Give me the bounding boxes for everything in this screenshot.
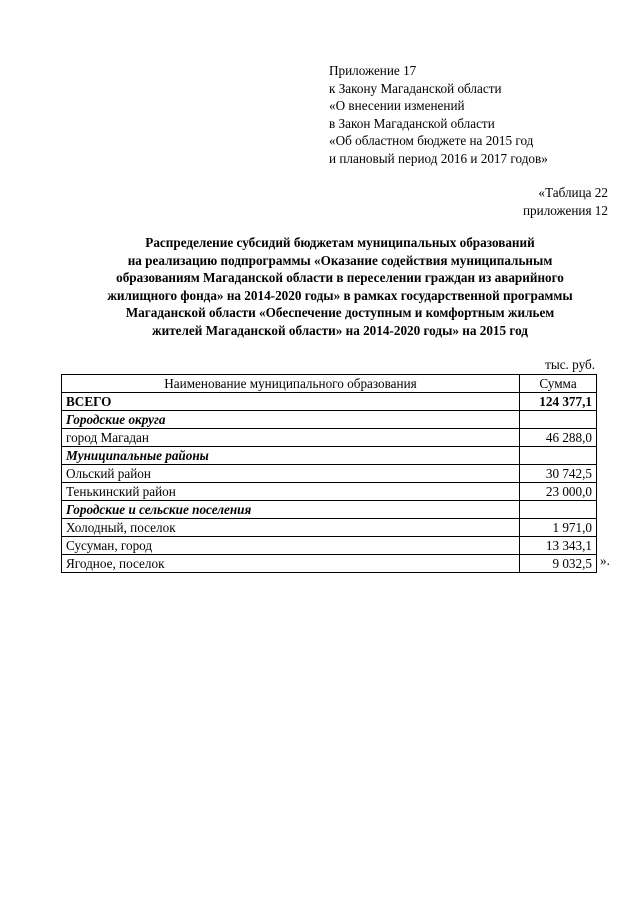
title-line: Распределение субсидий бюджетам муниципальных образований [145, 235, 535, 250]
appendix-line: в Закон Магаданской области [329, 115, 495, 131]
group-title: Городские округа [62, 411, 520, 429]
appendix-line: «О внесении изменений [329, 98, 465, 114]
row-sum: 13 343,1 [520, 537, 597, 555]
row-sum: 30 742,5 [520, 465, 597, 483]
table-row [62, 537, 597, 555]
appendix-line: и плановый период 2016 и 2017 годов» [329, 150, 548, 166]
table-row [62, 519, 597, 537]
group-sum-empty [520, 447, 597, 465]
appendix-header [329, 62, 548, 168]
closing-quote-mark: ». [600, 553, 610, 568]
table-row [62, 483, 597, 501]
document-title [40, 234, 640, 340]
row-sum: 1 971,0 [520, 519, 597, 537]
row-name: Сусуман, город [62, 537, 520, 555]
unit-label: тыс. руб. [545, 357, 595, 372]
table-header-row [62, 375, 597, 393]
total-row [62, 393, 597, 411]
row-sum: 46 288,0 [520, 429, 597, 447]
total-name: ВСЕГО [62, 393, 520, 411]
row-name: Холодный, поселок [62, 519, 520, 537]
title-line: Магаданской области «Обеспечение доступным и комфортным жильем [125, 305, 555, 321]
row-name: Ольский район [62, 465, 520, 483]
header-name: Наименование муниципального образования [62, 375, 520, 393]
row-name: Ягодное, поселок [62, 555, 520, 573]
subsidy-table [61, 374, 597, 573]
appendix-line: Приложение 17 [329, 63, 417, 78]
table-reference-line1: «Таблица 22 [538, 185, 608, 200]
title-line: жителей Магаданской области» на 2014-2020 годы» на 2015 год [152, 322, 528, 338]
total-sum: 124 377,1 [520, 393, 597, 411]
table-row [62, 555, 597, 573]
row-sum: 23 000,0 [520, 483, 597, 501]
row-name: Тенькинский район [62, 483, 520, 501]
table-row [62, 465, 597, 483]
row-name: город Магадан [62, 429, 520, 447]
table-reference [523, 184, 608, 219]
title-line: на реализацию подпрограммы «Оказание содействия муниципальным [127, 252, 553, 268]
group-sum-empty [520, 411, 597, 429]
group-title: Городские и сельские поселения [62, 501, 520, 519]
row-sum: 9 032,5 [520, 555, 597, 573]
table-reference-line2: приложения 12 [522, 202, 608, 218]
title-line: образованиям Магаданской области в переселении граждан из аварийного [116, 270, 564, 286]
group-row [62, 501, 597, 519]
header-sum: Сумма [520, 375, 597, 393]
group-sum-empty [520, 501, 597, 519]
group-row [62, 447, 597, 465]
group-title: Муниципальные районы [62, 447, 520, 465]
appendix-line: к Закону Магаданской области [329, 80, 502, 96]
appendix-line: «Об областном бюджете на 2015 год [329, 133, 534, 149]
group-row [62, 411, 597, 429]
table-row [62, 429, 597, 447]
title-line: жилищного фонда» на 2014-2020 годы» в рамках государственной программы [107, 287, 573, 303]
